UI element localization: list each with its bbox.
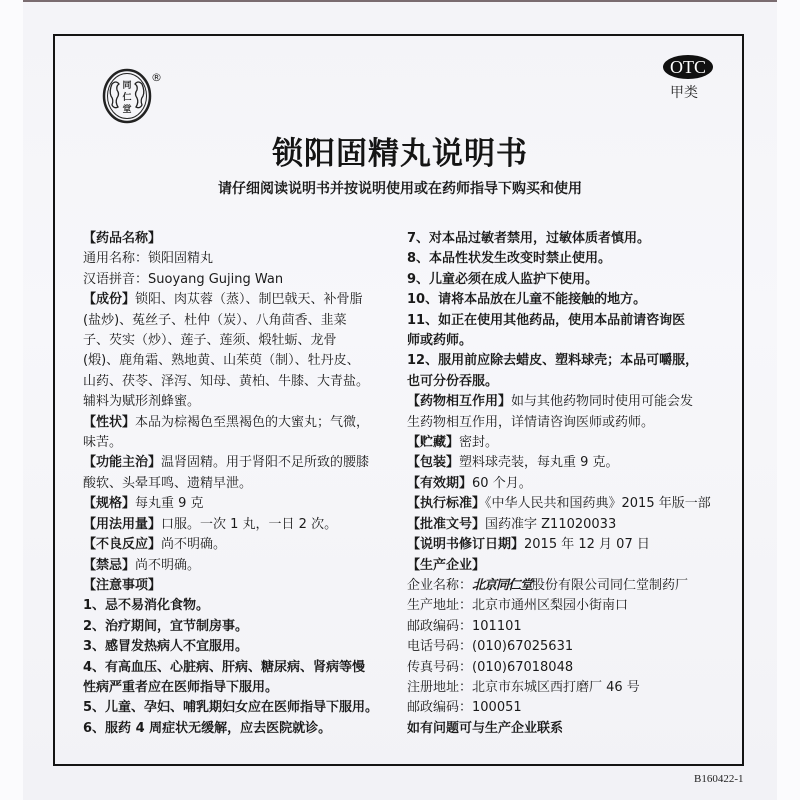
section-spec-heading: 【规格】	[83, 496, 136, 512]
ingredients-text: 子、芡实（炒）、莲子、莲须、煅牡蛎、龙骨	[83, 333, 337, 349]
indication-text: 酸软、头晕耳鸣、遗精早泄。	[83, 475, 253, 491]
precaution-item: 也可分份吞服。	[407, 373, 499, 389]
dosage-text: 口服。一次 1 丸，一日 2 次。	[161, 516, 338, 532]
left-column	[83, 229, 401, 739]
precaution-item: 12、服用前应除去蜡皮、塑料球壳；本品可嚼服，	[407, 353, 699, 369]
appearance-text: 味苦。	[83, 435, 123, 451]
precaution-item: 10、请将本品放在儿童不能接触的地方。	[407, 292, 647, 308]
section-standard-heading: 【执行标准】	[407, 496, 486, 512]
generic-name: 通用名称：锁阳固精丸	[83, 251, 214, 267]
production-address: 生产地址：北京市通州区梨园小街南口	[407, 598, 629, 614]
company-brand-script: 北京同仁堂	[472, 577, 533, 593]
company-name-rest: 股份有限公司同仁堂制药厂	[532, 577, 689, 593]
precaution-item: 7、对本品过敏者禁用，过敏体质者慎用。	[407, 231, 651, 246]
precaution-item: 4、有高血压、心脏病、肝病、糖尿病、肾病等慢	[83, 659, 366, 675]
storage-text: 密封。	[459, 435, 499, 451]
precaution-item: 6、服药 4 周症状无缓解，应去医院就诊。	[83, 720, 332, 736]
ingredients-text: (煅)、鹿角霜、熟地黄、山茱萸（制）、牡丹皮、	[83, 353, 360, 369]
approval-number: 国药准字 Z11020033	[485, 516, 617, 532]
ingredients-text: 山药、茯苓、泽泻、知母、黄柏、牛膝、大青盐。	[83, 373, 370, 389]
svg-text:仁: 仁	[122, 93, 132, 103]
fax-number: 传真号码：(010)67018048	[407, 659, 574, 675]
section-revision-date-heading: 【说明书修订日期】	[407, 537, 525, 553]
tongrentang-logo-icon	[102, 68, 152, 124]
registered-address: 注册地址：北京市东城区西打磨厂 46 号	[407, 679, 640, 695]
phone-number: 电话号码：(010)67025631	[407, 639, 574, 655]
section-appearance-heading: 【性状】	[83, 414, 136, 430]
precaution-item: 2、治疗期间，宜节制房事。	[83, 618, 249, 634]
interaction-text: 如与其他药物同时使用可能会发	[511, 394, 694, 410]
validity-text: 60 个月。	[472, 475, 532, 491]
pinyin-name: 汉语拼音：Suoyang Gujing Wan	[83, 271, 284, 287]
section-interaction-heading: 【药物相互作用】	[407, 394, 512, 410]
paper-top-edge	[23, 0, 777, 2]
section-approval-heading: 【批准文号】	[407, 516, 486, 532]
standard-text: 《中华人民共和国药典》2015 年版一部	[485, 496, 711, 512]
company-label: 企业名称：	[407, 577, 473, 593]
contraindication-text: 尚不明确。	[135, 557, 201, 573]
precaution-item: 3、感冒发热病人不宜服用。	[83, 639, 249, 655]
interaction-text: 生药物相互作用，详情请咨询医师或药师。	[407, 414, 655, 430]
revision-date: 2015 年 12 月 07 日	[524, 537, 650, 553]
appearance-text: 本品为棕褐色至黑褐色的大蜜丸；气微，	[135, 414, 370, 430]
precaution-item: 9、儿童必须在成人监护下使用。	[407, 271, 599, 287]
package-text: 塑料球壳装，每丸重 9 克。	[459, 455, 619, 471]
precaution-item: 师或药师。	[407, 333, 473, 349]
registered-trademark-mark: ®	[151, 71, 162, 84]
svg-text:堂: 堂	[122, 105, 132, 115]
adverse-text: 尚不明确。	[161, 537, 227, 553]
section-storage-heading: 【贮藏】	[407, 435, 460, 451]
ingredients-text: (盐炒)、菟丝子、杜仲（炭）、八角茴香、韭菜	[83, 312, 347, 328]
precaution-item: 11、如正在使用其他药品，使用本品前请咨询医	[407, 312, 686, 328]
precaution-item: 5、儿童、孕妇、哺乳期妇女应在医师指导下服用。	[83, 700, 379, 716]
document-subtitle: 请仔细阅读说明书并按说明使用或在药师指导下购买和使用	[218, 181, 582, 197]
svg-text:同: 同	[122, 81, 132, 91]
contact-note: 如有问题可与生产企业联系	[407, 720, 564, 736]
precaution-item: 1、忌不易消化食物。	[83, 598, 210, 614]
section-indication-heading: 【功能主治】	[83, 455, 162, 471]
print-code: B160422-1	[694, 773, 744, 785]
right-column	[407, 229, 729, 739]
section-ingredients-heading: 【成份】	[83, 292, 136, 308]
section-adverse-heading: 【不良反应】	[83, 537, 162, 553]
section-validity-heading: 【有效期】	[407, 475, 473, 491]
section-contraindication-heading: 【禁忌】	[83, 557, 136, 573]
precaution-item: 8、本品性状发生改变时禁止使用。	[407, 251, 612, 267]
precaution-item: 性病严重者应在医师指导下服用。	[83, 679, 279, 695]
spec-text: 每丸重 9 克	[135, 496, 204, 512]
ingredients-text: 锁阳、肉苁蓉（蒸）、制巴戟天、补骨脂	[135, 292, 363, 308]
section-precautions-heading: 【注意事项】	[83, 577, 162, 593]
indication-text: 温肾固精。用于肾阳不足所致的腰膝	[161, 455, 370, 471]
section-drug-name-heading: 【药品名称】	[83, 231, 162, 246]
document-title: 锁阳固精丸说明书	[272, 136, 528, 172]
section-package-heading: 【包装】	[407, 455, 460, 471]
postcode: 邮政编码：100051	[407, 700, 522, 716]
postcode: 邮政编码：101101	[407, 618, 522, 634]
section-dosage-heading: 【用法用量】	[83, 516, 162, 532]
section-manufacturer-heading: 【生产企业】	[407, 557, 486, 573]
excipient-text: 辅料为赋形剂蜂蜜。	[83, 394, 201, 410]
otc-badge: OTC	[663, 55, 713, 79]
otc-class-label: 甲类	[670, 85, 698, 101]
